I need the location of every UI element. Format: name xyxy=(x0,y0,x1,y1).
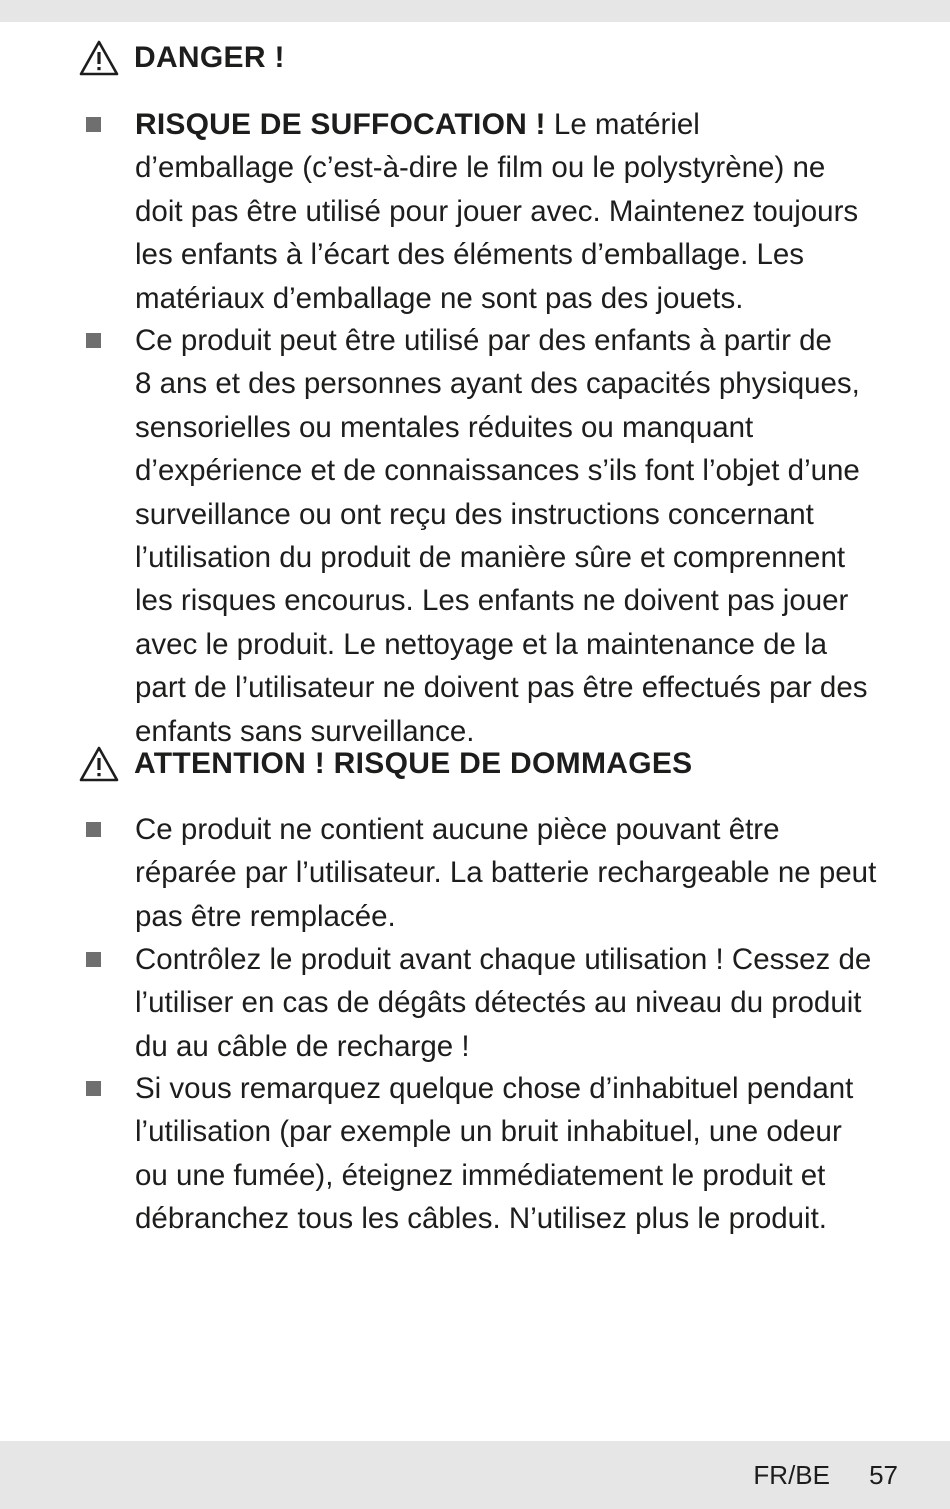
danger-heading-text: DANGER ! xyxy=(134,41,285,74)
attention-heading xyxy=(78,742,692,786)
square-bullet-icon xyxy=(86,952,101,967)
text-line: les risques encourus. Les enfants ne doivent pas jouer xyxy=(135,584,849,618)
square-bullet-icon xyxy=(86,117,101,132)
page-number: 57 xyxy=(869,1460,898,1490)
manual-page xyxy=(0,22,950,1441)
list-item-text xyxy=(135,808,910,938)
text-line: matériaux d’emballage ne sont pas des jouets. xyxy=(135,281,744,315)
text-line: Si vous remarquez quelque chose d’inhabituel pendant xyxy=(135,1072,854,1105)
text-line: d’expérience et de connaissances s’ils font l’objet d’une xyxy=(135,454,860,488)
text-line: pas être remplacée. xyxy=(135,899,396,933)
list-item-text xyxy=(135,938,910,1068)
text-line: du au câble de recharge ! xyxy=(135,1029,470,1063)
text-line: sensorielles ou mentales réduites ou manquant xyxy=(135,410,754,444)
text-line: l’utilisation du produit de manière sûre et comprennent xyxy=(135,540,846,574)
square-bullet-icon xyxy=(86,822,101,837)
list-item-text xyxy=(135,1067,910,1241)
suffocation-lead: RISQUE DE SUFFOCATION ! xyxy=(135,108,546,141)
text-line: les enfants à l’écart des éléments d’emballage. Les xyxy=(135,238,805,272)
danger-heading xyxy=(78,36,285,80)
text-line: ou une fumée), éteignez immédiatement le produit et xyxy=(135,1158,826,1192)
text-line: Ce produit peut être utilisé par des enfants à partir de xyxy=(135,324,832,357)
text-line: d’emballage (c’est-à-dire le film ou le polystyrène) ne xyxy=(135,151,826,185)
text-line: l’utilisation (par exemple un bruit inhabituel, une odeur xyxy=(135,1115,842,1149)
text-line: avec le produit. Le nettoyage et la maintenance de la xyxy=(135,627,828,661)
text-line: surveillance ou ont reçu des instructions concernant xyxy=(135,497,814,531)
text-line: part de l’utilisateur ne doivent pas être effectués par des xyxy=(135,671,868,705)
text-line: Ce produit ne contient aucune pièce pouvant être xyxy=(135,813,780,846)
text-line xyxy=(135,103,910,146)
text-line: enfants sans surveillance. xyxy=(135,714,475,748)
page-footer xyxy=(0,1441,950,1509)
text-line: l’utiliser en cas de dégâts détectés au niveau du produit xyxy=(135,986,862,1020)
text-line: doit pas être utilisé pour jouer avec. Maintenez toujours xyxy=(135,194,859,228)
list-item-text xyxy=(135,103,910,320)
text-line: Contrôlez le produit avant chaque utilisation ! Cessez de xyxy=(135,943,872,976)
warning-triangle-icon xyxy=(78,39,120,77)
list-item-text xyxy=(135,319,910,753)
attention-heading-text: ATTENTION ! RISQUE DE DOMMAGES xyxy=(134,747,693,780)
text-line: 8 ans et des personnes ayant des capacités physiques, xyxy=(135,367,860,401)
text-line: débranchez tous les câbles. N’utilisez plus le produit. xyxy=(135,1202,827,1236)
square-bullet-icon xyxy=(86,1081,101,1096)
text-line-part: Le matériel xyxy=(545,108,700,141)
footer-locale: FR/BE xyxy=(753,1460,830,1490)
text-line: réparée par l’utilisateur. La batterie rechargeable ne peut xyxy=(135,856,877,890)
warning-triangle-icon xyxy=(78,745,120,783)
square-bullet-icon xyxy=(86,333,101,348)
